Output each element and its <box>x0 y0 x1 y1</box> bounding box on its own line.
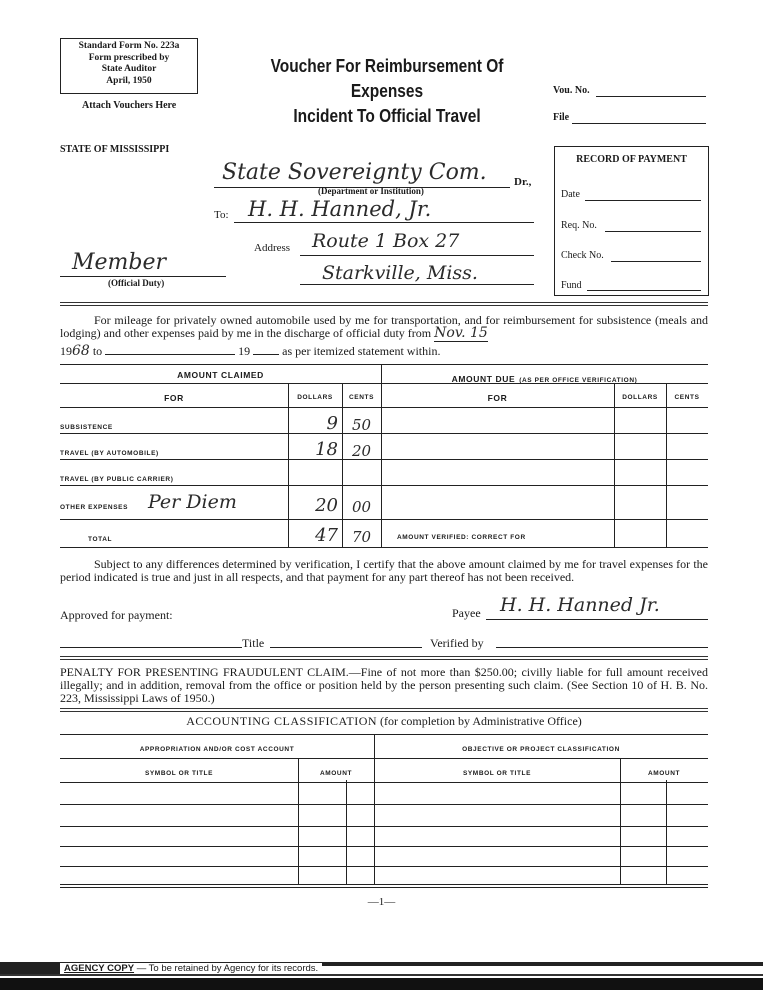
mileage-dates-line <box>60 345 708 358</box>
form-number-line2: Form prescribed by <box>88 52 170 63</box>
row-subsistence-dollars[interactable]: 9 <box>326 413 338 434</box>
payment-check-line[interactable] <box>611 261 701 262</box>
form-number-line4: April, 1950 <box>106 75 152 86</box>
record-of-payment-title: RECORD OF PAYMENT <box>576 154 687 165</box>
to-date-label: to <box>92 344 103 358</box>
official-duty-caption: (Official Duty) <box>108 278 165 288</box>
certify-paragraph: Subject to any differences determined by verification, I certify that the above amount claimed by me for travel expenses for the period indicated is true and just in all respects, and that payment for any part thereof has not been received. <box>60 557 708 584</box>
row-subsistence-label: SUBSISTENCE <box>60 424 113 431</box>
amount-due-note: (AS PER OFFICE VERIFICATION) <box>519 377 638 384</box>
row-subsistence-cents[interactable]: 50 <box>351 416 372 434</box>
accounting-note: (for completion by Administrative Office) <box>380 714 582 728</box>
mileage-text: For mileage for privately owned automobile used by me for transportation, and for reimbursement for subsistence (meals and lodging) and other expenses paid by me in the discharge of official duty from <box>60 313 708 340</box>
payment-date-label: Date <box>561 189 580 200</box>
payment-req-label: Req. No. <box>561 220 597 231</box>
payee-line <box>486 619 708 620</box>
vou-no-label: Vou. No. <box>553 85 590 96</box>
state-label: STATE OF MISSISSIPPI <box>60 144 170 155</box>
file-label: File <box>553 112 570 123</box>
title-line-1: Voucher For Reimbursement Of Expenses <box>270 56 504 101</box>
row-auto-dollars[interactable]: 18 <box>315 439 338 460</box>
claim-table <box>60 364 708 548</box>
page-number: —1— <box>367 896 396 908</box>
col-cents-right: CENTS <box>674 394 700 401</box>
verified-by-label: Verified by <box>430 636 484 650</box>
to-date-blank[interactable] <box>105 354 235 355</box>
year-blank[interactable] <box>253 354 279 355</box>
amount-verified-note: AMOUNT VERIFIED: CORRECT FOR <box>397 534 526 541</box>
record-of-payment-box <box>554 146 709 296</box>
title-line-2: Incident To Official Travel <box>293 106 481 126</box>
department-caption: (Department or Institution) <box>318 186 424 196</box>
year-prefix: 19 <box>60 344 72 358</box>
separator-top <box>60 302 708 306</box>
payment-date-line[interactable] <box>585 200 701 201</box>
penalty-heading: PENALTY FOR PRESENTING FRAUDULENT CLAIM. <box>60 665 349 679</box>
accounting-table <box>60 734 708 888</box>
row-other-label: OTHER EXPENSES <box>60 504 128 511</box>
row-other-dollars[interactable]: 20 <box>315 495 338 516</box>
official-duty-line <box>60 276 226 277</box>
right-symbol-header: SYMBOL OR TITLE <box>462 770 532 777</box>
nineteen-label: 19 <box>238 344 251 358</box>
row-auto-label: TRAVEL (BY AUTOMOBILE) <box>60 450 159 457</box>
footer-copy: AGENCY COPY <box>64 963 135 974</box>
payment-fund-line[interactable] <box>587 290 701 291</box>
row-other-cents[interactable]: 00 <box>351 498 372 516</box>
payee-label: Payee <box>452 606 481 620</box>
penalty-paragraph <box>60 666 708 705</box>
form-number-box <box>60 38 198 94</box>
row-total-dollars[interactable]: 47 <box>315 525 338 546</box>
appropriation-header: APPROPRIATION AND/OR COST ACCOUNT <box>139 746 295 753</box>
amount-claimed-header: AMOUNT CLAIMED <box>177 370 264 380</box>
amount-due-header: AMOUNT DUE <box>451 374 516 384</box>
form-number-line3: State Auditor <box>101 64 157 74</box>
left-symbol-header: SYMBOL OR TITLE <box>144 770 214 777</box>
title-label: Title <box>242 636 265 650</box>
row-other-extra[interactable]: Per Diem <box>148 491 237 513</box>
mileage-paragraph <box>60 314 708 340</box>
amount-due-header-wrap <box>381 369 708 387</box>
verified-by-line[interactable] <box>496 647 708 648</box>
mileage-from-value[interactable]: Nov. 15 <box>434 325 488 341</box>
address-line2[interactable]: Starkville, Miss. <box>322 262 478 284</box>
right-amount-header: AMOUNT <box>647 770 681 777</box>
approved-label: Approved for payment: <box>60 608 173 622</box>
dr-label: Dr., <box>514 176 532 188</box>
title-line[interactable] <box>270 647 422 648</box>
left-amount-header: AMOUNT <box>319 770 353 777</box>
accounting-heading-wrap <box>60 714 708 729</box>
document-title <box>245 54 529 129</box>
address-line1[interactable]: Route 1 Box 27 <box>312 230 460 252</box>
col-dollars-left: DOLLARS <box>297 394 333 401</box>
footer-text <box>60 963 322 974</box>
department-value[interactable]: State Sovereignty Com. <box>222 160 487 185</box>
itemized-suffix: as per itemized statement within. <box>282 344 441 358</box>
row-auto-cents[interactable]: 20 <box>351 442 372 460</box>
row-total-label: TOTAL <box>88 536 113 543</box>
separator-penalty <box>60 656 708 660</box>
official-duty-value[interactable]: Member <box>72 250 167 275</box>
to-value[interactable]: H. H. Hanned, Jr. <box>248 197 432 221</box>
file-line[interactable] <box>572 123 706 124</box>
col-for-right: FOR <box>487 393 508 403</box>
row-public-label: TRAVEL (BY PUBLIC CARRIER) <box>60 476 174 483</box>
address-line-rule-1 <box>300 255 534 256</box>
col-cents-left: CENTS <box>348 394 375 401</box>
accounting-heading: ACCOUNTING CLASSIFICATION <box>186 714 378 728</box>
to-label: To: <box>214 209 229 221</box>
objective-header: OBJECTIVE OR PROJECT CLASSIFICATION <box>462 746 620 753</box>
footer-note: — To be retained by Agency for its records. <box>136 963 319 974</box>
row-total-cents[interactable]: 70 <box>351 528 372 546</box>
separator-accounting <box>60 708 708 712</box>
approver-line[interactable] <box>60 647 242 648</box>
vou-no-line[interactable] <box>596 96 706 97</box>
footer-band <box>0 960 763 990</box>
address-line-rule-2 <box>300 284 534 285</box>
attach-note: Attach Vouchers Here <box>82 100 177 111</box>
payment-req-line[interactable] <box>605 231 701 232</box>
year-value[interactable]: 68 <box>72 343 90 359</box>
col-dollars-right: DOLLARS <box>622 394 658 401</box>
to-line <box>234 222 534 223</box>
address-label: Address <box>254 242 291 254</box>
payment-fund-label: Fund <box>561 280 582 291</box>
penalty-text: —Fine of not more than $250.00; civilly liable for full amount received illegally; and in addition, removal from the office or position held by the person presenting such claim. (See Section 10 of H. B. No. 223, Mississippi Laws of 1950.) <box>60 665 708 705</box>
col-for-left: FOR <box>164 393 184 403</box>
payee-signature[interactable]: H. H. Hanned Jr. <box>500 594 660 616</box>
form-number-line1: Standard Form No. 223a <box>78 41 180 51</box>
payment-check-label: Check No. <box>561 250 604 261</box>
